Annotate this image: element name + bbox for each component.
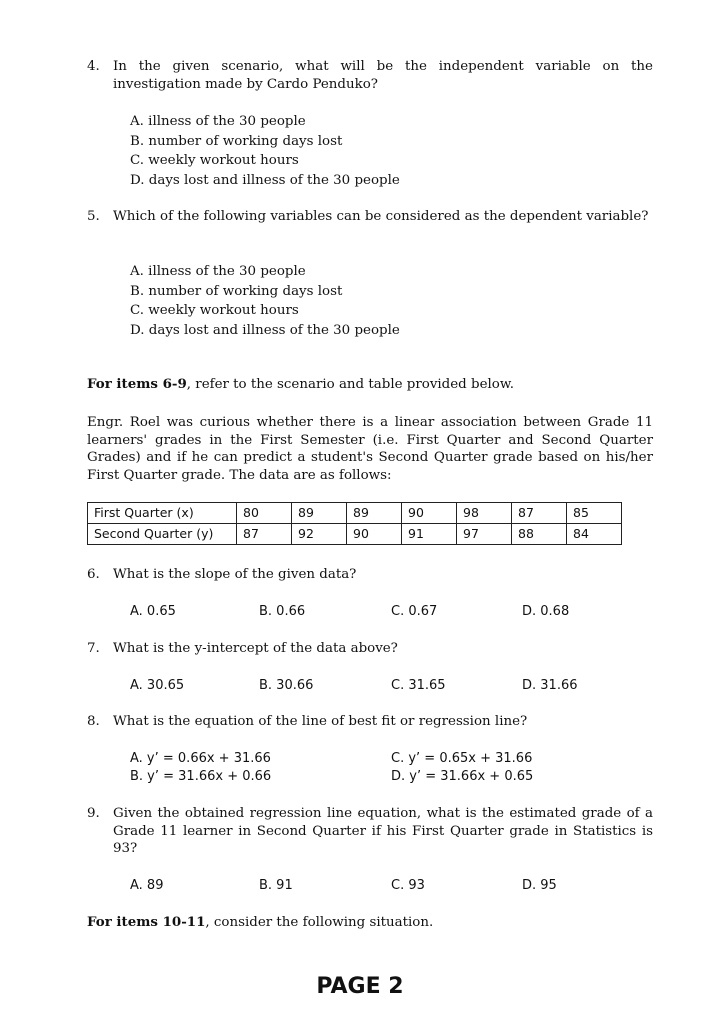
question-number: 6. [87,567,100,582]
table-cell: 98 [457,503,512,524]
question-text: Which of the following variables can be considered as the dependent variable? [113,209,649,224]
option-c: C. weekly workout hours [130,303,299,318]
table-cell: 90 [402,503,457,524]
table-cell: 97 [457,524,512,545]
option-a: A. 30.65 [130,678,185,693]
data-table [87,502,622,545]
option-d: D. 31.66 [522,678,578,693]
option-c: C. 0.67 [391,604,438,619]
question-text: What is the y-intercept of the data above? [113,641,398,656]
question-text: What is the slope of the given data? [113,567,357,582]
option-c: C. y’ = 0.65x + 31.66 [391,751,533,766]
question-5 [87,208,653,226]
row-label: First Quarter (x) [88,503,237,524]
table-cell: 89 [292,503,347,524]
table-cell: 91 [402,524,457,545]
question-text: In the given scenario, what will be the independent variable on the investigation made by Cardo Penduko? [113,59,653,92]
question-text: Given the obtained regression line equation, what is the estimated grade of a Grade 11 learner in Second Quarter if his First Quarter grade in Statistics is 93? [113,806,653,856]
question-9 [87,805,653,858]
option-d: D. days lost and illness of the 30 people [130,322,400,338]
table-cell: 88 [512,524,567,545]
table-cell: 80 [237,503,292,524]
table-cell: 90 [347,524,402,545]
option-b: B. 91 [259,878,293,893]
question-5-options [130,263,400,341]
question-4 [87,58,653,93]
items-6-9-label: For items 6-9 [87,376,187,392]
option-b: B. 30.66 [259,678,314,693]
items-10-11-intro [87,914,653,932]
table-cell: 89 [347,503,402,524]
option-a: A. 0.65 [130,604,176,619]
option-a: A. illness of the 30 people [130,264,306,279]
question-number: 5. [87,209,100,224]
row-label: Second Quarter (y) [88,524,237,545]
option-c: C. 31.65 [391,678,446,693]
option-c: C. 93 [391,878,425,893]
option-b: B. 0.66 [259,604,306,619]
question-4-options [130,113,400,191]
table-cell: 84 [567,524,622,545]
question-number: 9. [87,806,100,821]
option-a: A. 89 [130,878,164,893]
page-number: PAGE 2 [316,974,404,999]
option-d: D. 95 [522,878,557,893]
question-8 [87,713,653,731]
option-a: A. y’ = 0.66x + 31.66 [130,751,271,766]
table-cell: 85 [567,503,622,524]
option-d: D. days lost and illness of the 30 people [130,172,400,188]
table-row [88,524,622,545]
question-number: 8. [87,714,100,729]
table-cell: 87 [512,503,567,524]
question-6 [87,566,653,584]
question-text: What is the equation of the line of best fit or regression line? [113,714,528,729]
option-a: A. illness of the 30 people [130,114,306,129]
question-number: 4. [87,59,100,74]
items-6-9-intro [87,376,653,394]
items-10-11-text: , consider the following situation. [205,915,434,930]
table-cell: 87 [237,524,292,545]
items-10-11-label: For items 10-11 [87,914,206,930]
option-b: B. y’ = 31.66x + 0.66 [130,769,272,784]
question-7 [87,640,653,658]
option-d: D. 0.68 [522,604,570,619]
table-row [88,503,622,524]
option-c: C. weekly workout hours [130,153,299,168]
option-b: B. number of working days lost [130,283,343,299]
scenario-paragraph: Engr. Roel was curious whether there is a linear association between Grade 11 learners' grades in the First Semester (i.e. First Quarter and Second Quarter Grades) and if he can predict a student's Second Quarter grade based on his/her First Quarter grade. The data are as follows: [87,415,653,483]
table-cell: 92 [292,524,347,545]
option-d: D. y’ = 31.66x + 0.65 [391,769,534,784]
option-b: B. number of working days lost [130,133,343,149]
question-number: 7. [87,641,100,656]
items-6-9-text: , refer to the scenario and table provided below. [186,377,514,392]
